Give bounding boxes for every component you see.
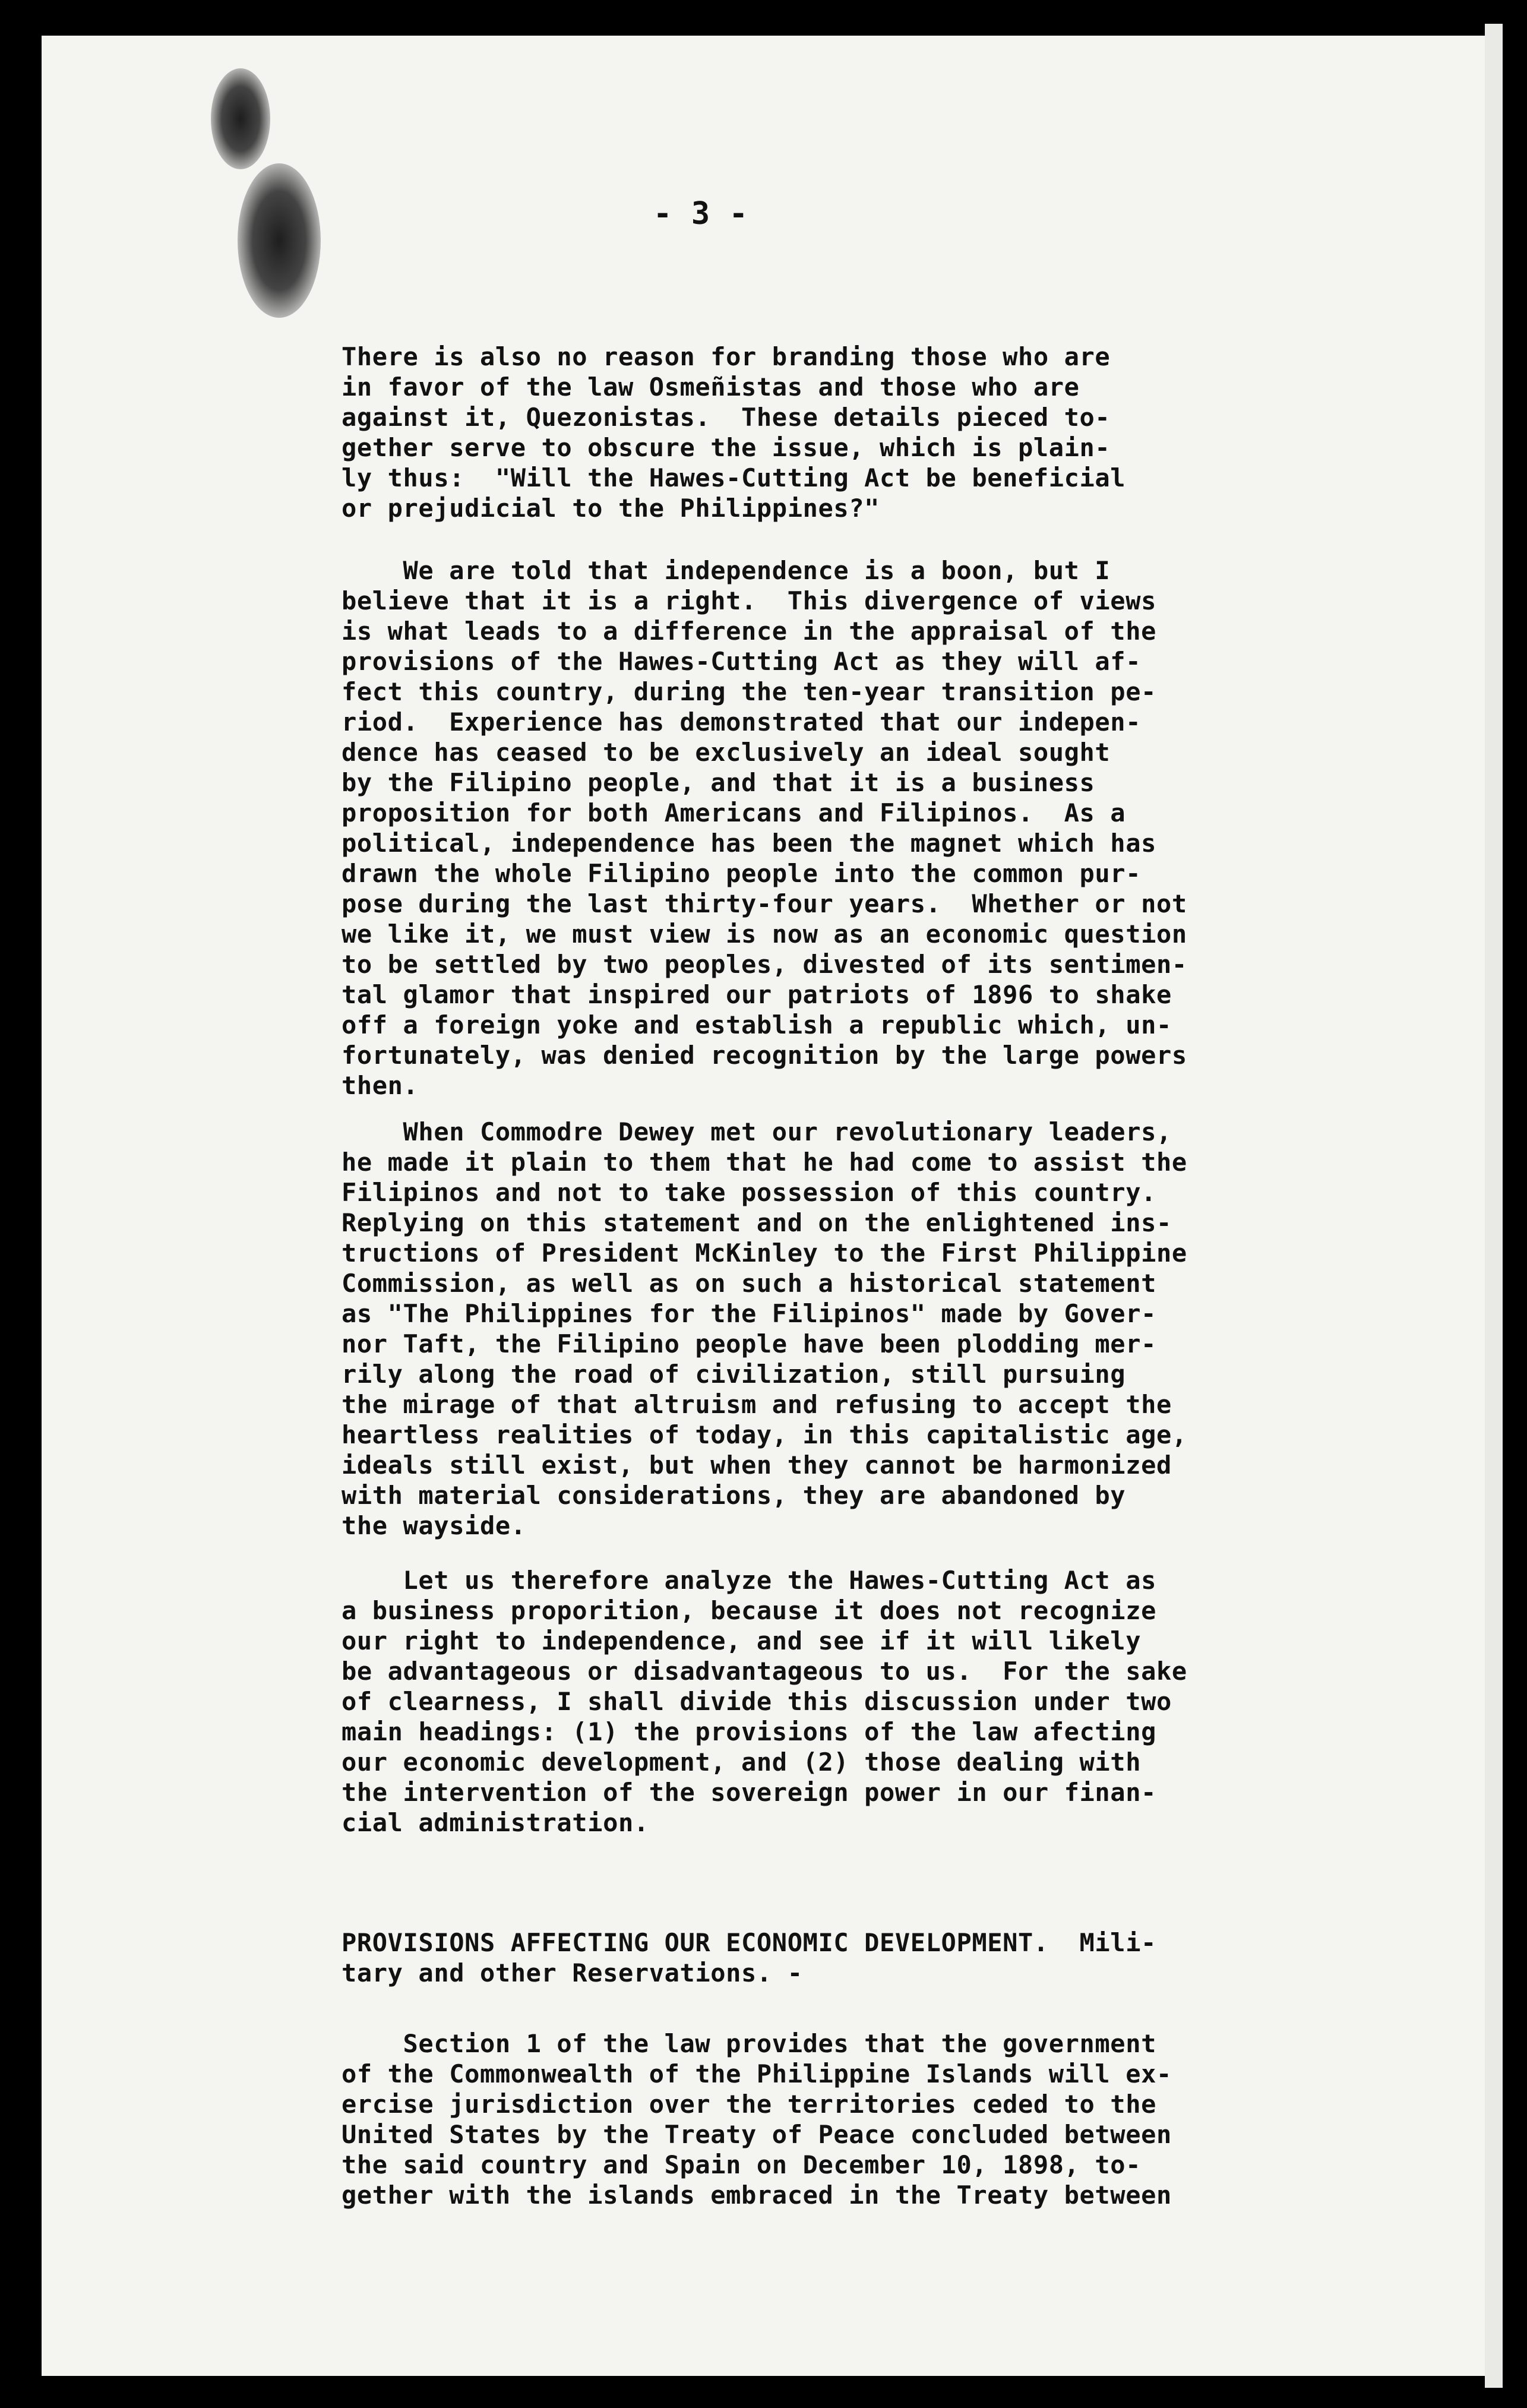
paragraph-1: There is also no reason for branding those who are in favor of the law Osmeñistas and those who are against it, Quezonistas. These details pieced to- gether serve to obscure the issue, which is plain- ly thus: "Will the Hawes-Cutting Act be beneficial or prejudicial to the Philippines?" (342, 342, 1126, 523)
page-edge-strip (1485, 24, 1503, 2388)
paragraph-4: Let us therefore analyze the Hawes-Cutting Act as a business proporition, because it does not recognize our right to independence, and see if it will likely be advantageous or disadvantageous to us. For the sake of clearness, I shall divide this discussion under two main headings: (1) the provisions of the law afecting our economic development, and (2) those dealing with the intervention of the sovereign power in our finan- cial administration. (342, 1566, 1187, 1837)
paragraph-2: We are told that independence is a boon, but I believe that it is a right. This divergence of views is what leads to a difference in the appraisal of the provisions of the Hawes-Cutting Act as they will af- fect this country, during the ten-year transition pe- riod. Experience has demonstrated that our indepen- dence has ceased to be exclusively an ideal sought by the Filipino people, and that it is a business proposition for both Americans and Filipinos. As a political, independence has been the magnet which has drawn the whole Filipino people into the common pur- pose during the last thirty-four years. Whether or not we like it, we must view is now as an economic question to be settled by two peoples, divested of its sentimen- tal glamor that inspired our patriots of 1896 to shake off a foreign yoke and establish a republic which, un- fortunately, was denied recognition by the large powers then. (342, 556, 1187, 1100)
ink-smudge (211, 68, 270, 169)
ink-smudge (238, 163, 321, 318)
paragraph-5: Section 1 of the law provides that the government of the Commonwealth of the Philippine Islands will ex- ercise jurisdiction over the territories ceded to the United States by the Treaty of Peace concluded between the said country and Spain on December 10, 1898, to- gether with the islands embraced in the Treaty between (342, 2029, 1172, 2210)
page-number: - 3 - (653, 196, 748, 232)
section-heading: PROVISIONS AFFECTING OUR ECONOMIC DEVELOPMENT. Mili- tary and other Reservations. - (342, 1928, 1156, 1987)
document-page (42, 36, 1485, 2376)
paragraph-3: When Commodre Dewey met our revolutionary leaders, he made it plain to them that he had come to assist the Filipinos and not to take possession of this country. Replying on this statement and on the enlightened ins- tructions of President McKinley to the First Philippine Commission, as well as on such a historical statement as "The Philippines for the Filipinos" made by Gover- nor Taft, the Filipino people have been plodding mer- rily along the road of civilization, still pursuing the mirage of that altruism and refusing to accept the heartless realities of today, in this capitalistic age, ideals still exist, but when they cannot be harmonized with material considerations, they are abandoned by the wayside. (342, 1117, 1187, 1540)
